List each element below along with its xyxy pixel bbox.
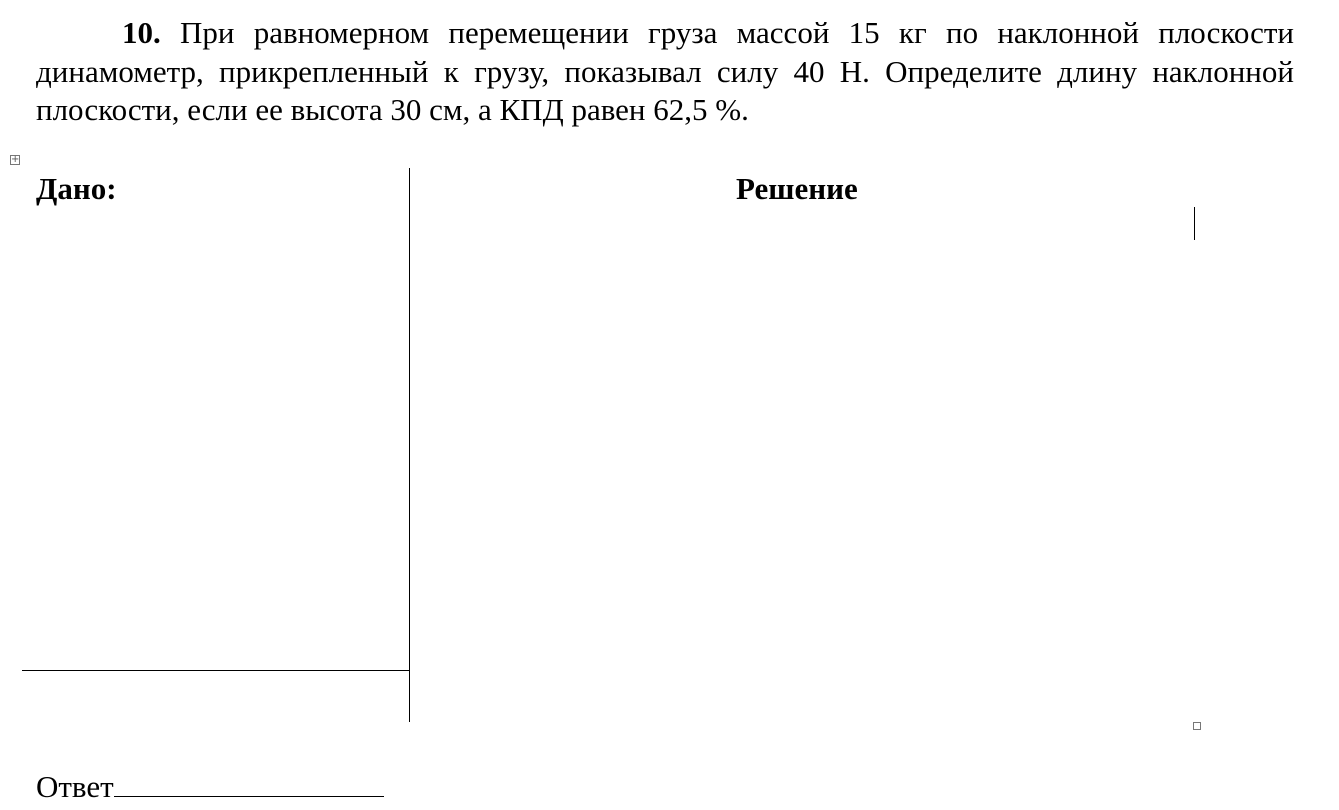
answer-line[interactable]: [36, 763, 384, 806]
problem-text: При равномерном перемещении груза массой 15 кг по наклонной плоскости динамометр, прикрепленный к грузу, показывал силу 40 Н. Определите длину наклонной плоскости, если ее высота 30 см, а КПД равен 62,5 %.: [36, 15, 1294, 127]
given-heading: Дано:: [36, 171, 117, 206]
solution-heading: Решение: [736, 171, 858, 206]
end-of-cell-icon: [1193, 722, 1201, 730]
text-cursor: [1194, 207, 1195, 240]
answer-blank[interactable]: [114, 763, 384, 797]
table-move-handle-icon[interactable]: +: [11, 154, 20, 165]
table-column-divider: [409, 168, 410, 722]
given-underline: [22, 670, 410, 671]
answer-label: Ответ: [36, 769, 114, 804]
problem-statement: [36, 14, 1294, 130]
problem-number: 10.: [122, 15, 161, 50]
